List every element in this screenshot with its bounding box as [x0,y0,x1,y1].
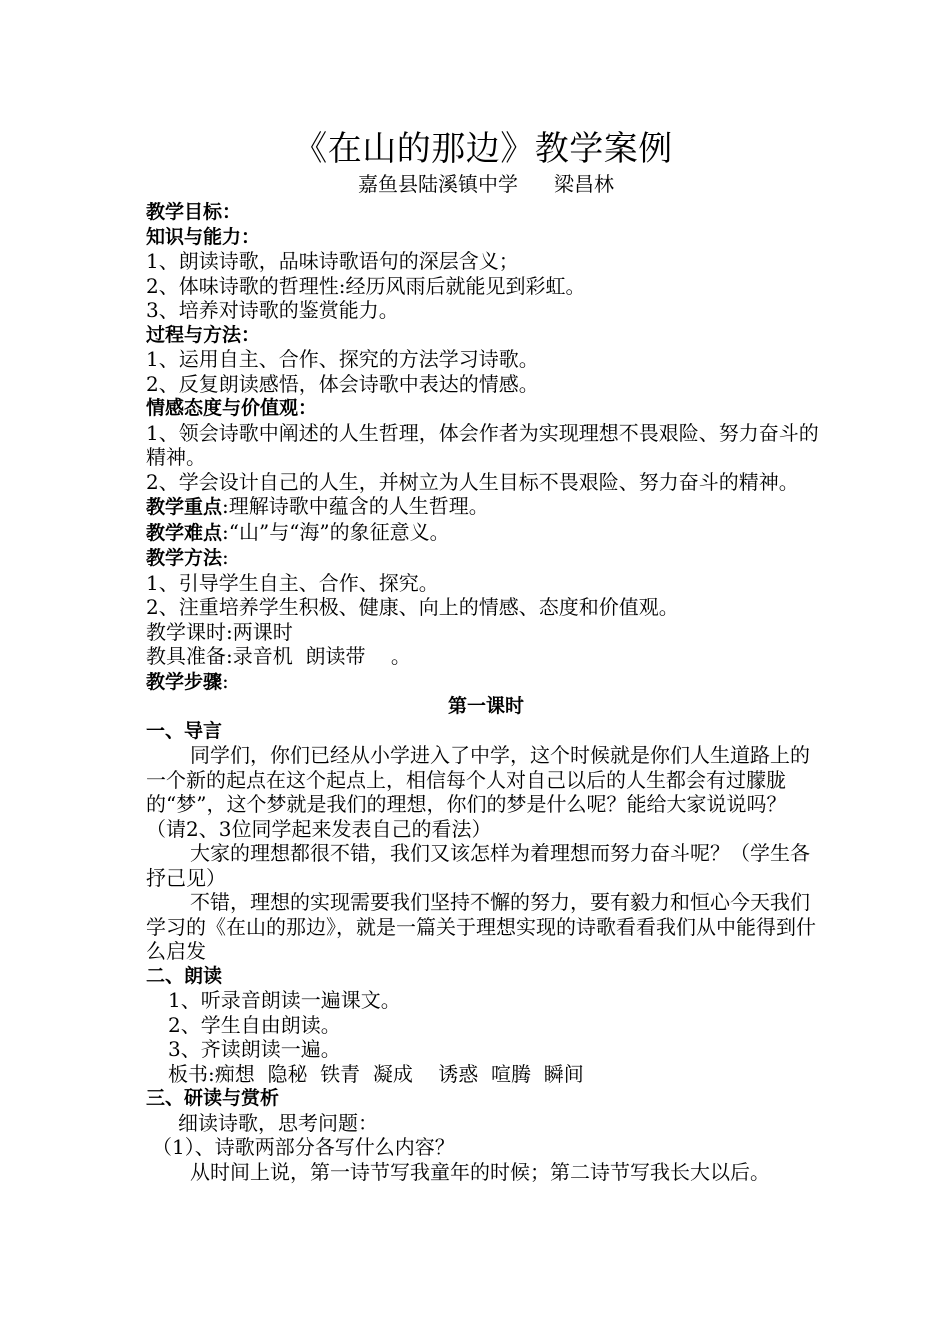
section-1-paragraph: 大家的理想都很不错，我们又该怎样为着理想而努力奋斗呢？（学生各抒己见） [146,841,810,890]
knowledge-item: 2、体味诗歌的哲理性:经历风雨后就能见到彩虹。 [146,273,586,298]
method-heading [146,545,826,571]
emotion-item: 2、学会设计自己的人生，并树立为人生目标不畏艰险、努力奋斗的精神。 [146,469,799,494]
teaching-hours: 教学课时:两课时 [146,619,293,644]
process-item: 2、反复朗读感悟，体会诗歌中表达的情感。 [146,371,539,396]
section-2-item: 3、齐读朗读一遍。 [168,1037,341,1061]
section-2-heading: 二、朗读 [146,964,223,987]
emotion-item: 1、领会诗歌中阐述的人生哲理，体会作者为实现理想不畏艰险、努力奋斗的精神。 [146,420,819,469]
knowledge-item: 1、朗读诗歌，品味诗歌语句的深层含义； [146,249,519,273]
lesson-title: 第一课时 [447,695,524,717]
key-text: :理解诗歌中蕴含的人生哲理。 [222,494,489,518]
difficulty-text: :“山”与“海”的象征意义。 [222,519,450,544]
steps-colon: : [222,668,229,693]
steps-label: 教学步骤 [146,670,223,693]
section-1-paragraph: 同学们，你们已经从小学进入了中学，这个时候就是你们人生道路上的一个新的起点在这个起点上，相信每个人对自己以后的人生都会有过朦胧的“梦”，这个梦就是我们的理想，你们的梦是什么呢？能给大家说说吗？（请2、3位同学起来发表自己的看法） [146,743,810,841]
emotion-heading: 情感态度与价值观： [146,397,318,419]
section-1-heading: 一、导言 [146,719,223,742]
method-colon: : [222,545,229,569]
difficulty-label: 教学难点 [146,521,223,544]
section-3-heading: 三、研读与赏析 [146,1087,280,1109]
teaching-tools: 教具准备:录音机 朗读带 。 [146,644,411,668]
document-page [146,128,826,1184]
process-item: 1、运用自主、合作、探究的方法学习诗歌。 [146,347,539,371]
doc-title: 《在山的那边》教学案例 [293,129,673,169]
goals-heading: 教学目标： [146,201,242,223]
difficulty-point [146,520,826,546]
knowledge-item: 3、培养对诗歌的鉴赏能力。 [146,298,399,322]
process-heading: 过程与方法： [146,323,261,346]
method-item: 1、引导学生自主、合作、探究。 [146,570,439,595]
steps-heading [146,669,826,695]
board-notes: 板书:痴想 隐秘 铁青 凝成 诱惑 喧腾 瞬间 [168,1061,584,1086]
doc-author [146,170,826,198]
section-3-question: （1）、诗歌两部分各写什么内容？ [152,1135,455,1159]
method-item: 2、注重培养学生积极、健康、向上的情感、态度和价值观。 [146,595,679,619]
method-label: 教学方法 [146,547,223,569]
author-school: 嘉鱼县陆溪镇中学 [358,172,518,196]
author-name: 梁昌林 [554,172,614,196]
section-2-item: 1、听录音朗读一遍课文。 [168,988,401,1012]
knowledge-heading: 知识与能力： [146,225,261,248]
key-point [146,494,826,520]
section-3-intro: 细读诗歌，思考问题： [178,1110,378,1135]
section-2-item: 2、学生自由朗读。 [168,1012,341,1037]
section-3-answer: 从时间上说，第一诗节写我童年的时候；第二诗节写我长大以后。 [190,1159,770,1184]
section-1-paragraph: 不错，理想的实现需要我们坚持不懈的努力，要有毅力和恒心今天我们学习的《在山的那边》，就是一篇关于理想实现的诗歌看看我们从中能得到什么启发 [146,890,816,963]
key-label: 教学重点 [146,496,223,518]
